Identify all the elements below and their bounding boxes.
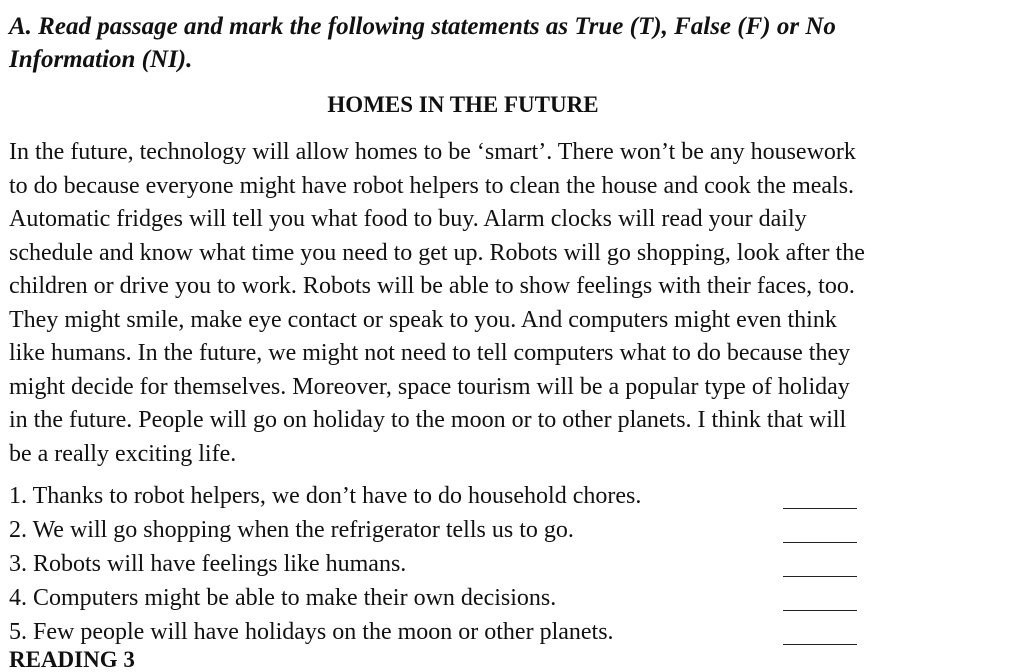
answer-blank[interactable]	[783, 610, 857, 611]
passage-line: children or drive you to work. Robots will be able to show feelings with their faces, too.	[9, 273, 855, 299]
passage-line: They might smile, make eye contact or speak to you. And computers might even think	[9, 306, 837, 333]
statement-text: 4. Computers might be able to make their own decisions.	[9, 585, 557, 611]
statement-item-3	[9, 548, 909, 582]
answer-blank[interactable]	[783, 508, 857, 509]
answer-blank[interactable]	[783, 542, 857, 543]
passage-line: might decide for themselves. Moreover, space tourism will be a popular type of holiday	[9, 373, 850, 400]
next-section-heading	[9, 647, 209, 672]
next-section-heading-text: READING 3	[9, 647, 135, 672]
statement-item-5	[9, 616, 909, 650]
statement-text: 2. We will go shopping when the refrigerator tells us to go.	[9, 517, 574, 543]
passage-line: in the future. People will go on holiday to the moon or to other planets. I think that will	[9, 407, 847, 433]
statement-item-2	[9, 514, 909, 548]
exercise-instruction	[9, 10, 969, 76]
statement-item-1	[9, 480, 909, 514]
instruction-line-2: Information (NI).	[9, 46, 193, 73]
passage-line: schedule and know what time you need to get up. Robots will go shopping, look after the	[9, 239, 865, 266]
passage-title: HOMES IN THE FUTURE	[327, 92, 599, 117]
statement-item-4	[9, 582, 909, 616]
statement-text: 5. Few people will have holidays on the moon or other planets.	[9, 619, 614, 645]
reading-passage	[9, 136, 1009, 471]
statement-list	[9, 480, 909, 650]
statement-text: 3. Robots will have feelings like humans.	[9, 551, 407, 577]
instruction-line-1: A. Read passage and mark the following statements as True (T), False (F) or No	[9, 13, 836, 40]
passage-line: to do because everyone might have robot helpers to clean the house and cook the meals.	[9, 172, 855, 199]
answer-blank[interactable]	[783, 576, 857, 577]
statement-text: 1. Thanks to robot helpers, we don’t have to do household chores.	[9, 483, 642, 509]
answer-blank[interactable]	[783, 644, 857, 645]
passage-line: be a really exciting life.	[9, 440, 237, 467]
passage-line: In the future, technology will allow homes to be ‘smart’. There won’t be any housework	[9, 139, 856, 165]
passage-line: like humans. In the future, we might not need to tell computers what to do because they	[9, 340, 851, 366]
passage-line: Automatic fridges will tell you what food to buy. Alarm clocks will read your daily	[9, 206, 807, 232]
